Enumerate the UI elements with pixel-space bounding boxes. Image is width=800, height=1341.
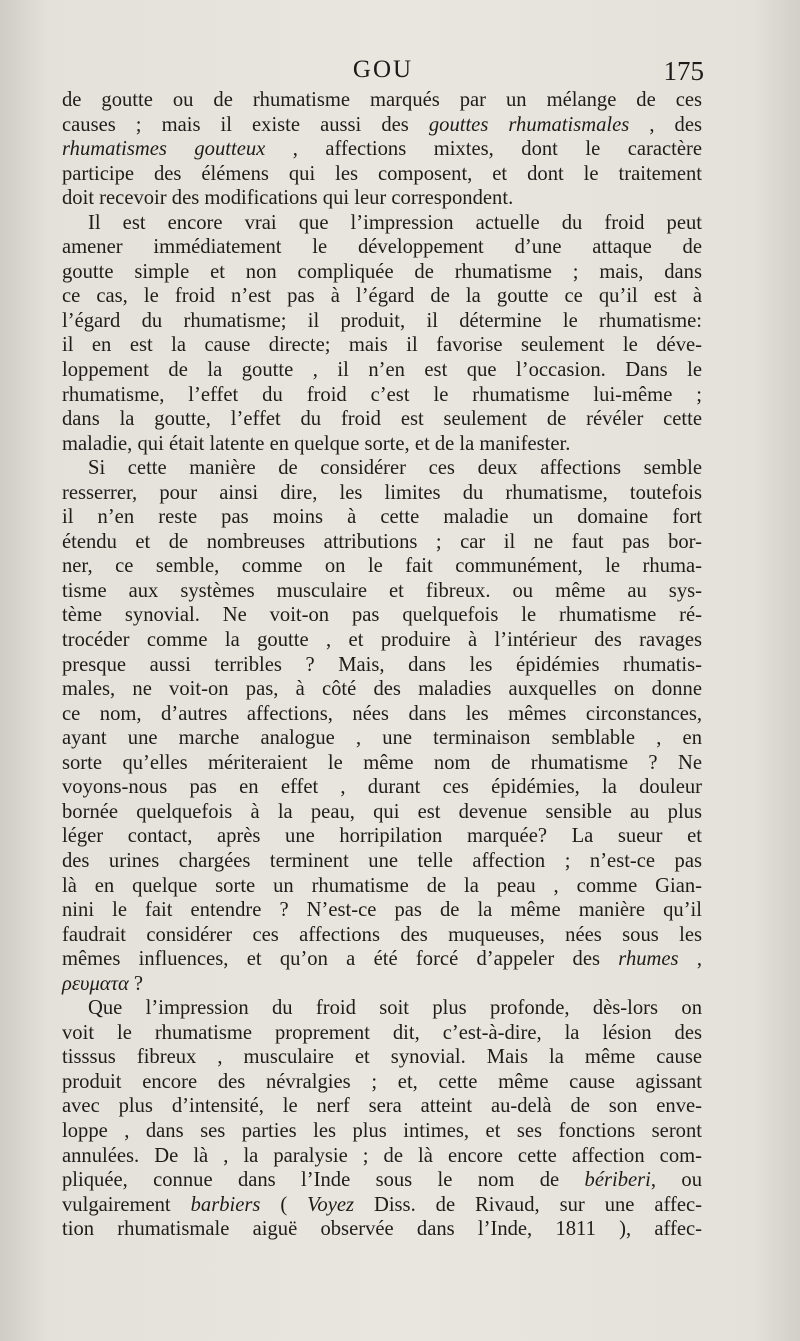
text-line bbox=[62, 554, 702, 579]
text-line bbox=[62, 309, 702, 334]
italic-term: gouttes rhumatismales bbox=[428, 113, 630, 136]
text-line bbox=[62, 137, 702, 162]
text-line bbox=[62, 284, 702, 309]
text-line bbox=[62, 1070, 702, 1095]
line-text: faudrait considérer ces affections des muqueuses, nées sous les bbox=[62, 923, 702, 946]
line-text: causes ; mais il existe aussi des bbox=[62, 113, 429, 136]
line-text: tème synovial. Ne voit-on pas quelquefois le rhumatisme ré- bbox=[62, 604, 702, 627]
text-line bbox=[62, 481, 702, 506]
text-line bbox=[62, 407, 702, 432]
text-line bbox=[62, 432, 702, 457]
line-text: loppe , dans ses parties les plus intimes, et ses fonctions seront bbox=[62, 1119, 702, 1142]
text-line bbox=[62, 260, 702, 285]
line-text: Si cette manière de considérer ces deux affections semble bbox=[88, 457, 702, 480]
text-line bbox=[62, 677, 702, 702]
line-text: tion rhumatismale aiguë observée dans l’Inde, 1811 ), affec- bbox=[62, 1218, 702, 1241]
line-text: il n’en reste pas moins à cette maladie un domaine fort bbox=[62, 506, 702, 529]
line-text: tisme aux systèmes musculaire et fibreux. ou même au sys- bbox=[62, 579, 702, 602]
line-text: pliquée, connue dans l’Inde sous le nom de bbox=[62, 1169, 585, 1192]
line-text: là en quelque sorte un rhumatisme de la peau , comme Gian- bbox=[62, 874, 702, 897]
italic-term: ρευματα bbox=[62, 972, 129, 995]
text-line bbox=[62, 333, 702, 358]
line-text: , affections mixtes, dont le caractère bbox=[265, 138, 703, 161]
body-text bbox=[62, 88, 702, 1242]
text-line bbox=[62, 947, 702, 972]
line-text: il en est la cause directe; mais il favorise seulement le déve- bbox=[62, 334, 702, 357]
line-text: ? bbox=[128, 972, 144, 995]
text-line bbox=[62, 530, 702, 555]
text-line bbox=[62, 653, 702, 678]
line-text: étendu et de nombreuses attributions ; car il ne faut pas bor- bbox=[62, 530, 702, 553]
line-text: males, ne voit-on pas, à côté des maladies auxquelles on donne bbox=[62, 678, 702, 701]
text-line bbox=[62, 88, 702, 113]
line-text: ce nom, d’autres affections, nées dans les mêmes circonstances, bbox=[62, 702, 702, 725]
line-text: , bbox=[678, 948, 703, 971]
line-text: bornée quelquefois à la peau, qui est devenue sensible au plus bbox=[62, 800, 702, 823]
text-line bbox=[62, 800, 702, 825]
line-text: , des bbox=[629, 113, 702, 136]
line-text: ayant une marche analogue , une terminaison semblable , en bbox=[62, 727, 702, 750]
line-text: trocéder comme la goutte , et produire à l’intérieur des ravages bbox=[62, 629, 702, 652]
text-line bbox=[62, 358, 702, 383]
line-text: des urines chargées terminent une telle affection ; n’est-ce pas bbox=[62, 849, 702, 872]
line-text: annulées. De là , la paralysie ; de là encore cette affection com- bbox=[62, 1144, 702, 1167]
line-text: Que l’impression du froid soit plus profonde, dès-lors on bbox=[88, 997, 702, 1020]
text-line bbox=[62, 383, 702, 408]
line-text: voyons-nous pas en effet , durant ces épidémies, la douleur bbox=[62, 776, 702, 799]
line-text: ner, ce semble, comme on le fait communément, le rhuma- bbox=[62, 555, 702, 578]
line-text: nini le fait entendre ? N’est-ce pas de la même manière qu’il bbox=[62, 899, 702, 922]
page-header bbox=[62, 56, 704, 90]
italic-term: Voyez bbox=[307, 1193, 355, 1216]
text-line bbox=[62, 1193, 702, 1218]
text-line bbox=[62, 186, 702, 211]
line-text: sorte qu’elles mériteraient le même nom de rhumatisme ? Ne bbox=[62, 751, 702, 774]
line-text: Il est encore vrai que l’impression actuelle du froid peut bbox=[88, 211, 702, 234]
text-line bbox=[62, 579, 702, 604]
line-text: avec plus d’intensité, le nerf sera atteint au-delà de son enve- bbox=[62, 1095, 702, 1118]
text-line bbox=[62, 874, 702, 899]
italic-term: rhumatismes goutteux bbox=[62, 138, 266, 161]
line-text: ( bbox=[260, 1193, 308, 1216]
line-text: goutte simple et non compliquée de rhumatisme ; mais, dans bbox=[62, 260, 702, 283]
line-text: l’égard du rhumatisme; il produit, il détermine le rhumatisme: bbox=[62, 309, 702, 332]
line-text: de goutte ou de rhumatisme marqués par un mélange de ces bbox=[62, 89, 702, 111]
text-line bbox=[62, 456, 702, 481]
line-text: participe des élémens qui les composent, et dont le traitement bbox=[62, 162, 702, 185]
text-line bbox=[62, 898, 702, 923]
text-line bbox=[62, 775, 702, 800]
line-text: mêmes influences, et qu’on a été forcé d’appeler des bbox=[62, 948, 619, 971]
line-text: maladie, qui était latente en quelque sorte, et de la manifester. bbox=[62, 432, 571, 455]
text-line bbox=[62, 1168, 702, 1193]
line-text: voit le rhumatisme proprement dit, c’est-à-dire, la lésion des bbox=[62, 1021, 702, 1044]
line-text: presque aussi terribles ? Mais, dans les épidémies rhumatis- bbox=[62, 653, 702, 676]
text-line bbox=[62, 113, 702, 138]
italic-term: rhumes bbox=[618, 948, 679, 971]
line-text: doit recevoir des modifications qui leur correspondent. bbox=[62, 187, 514, 210]
text-line bbox=[62, 211, 702, 236]
line-text: léger contact, après une horripilation marquée? La sueur et bbox=[62, 825, 702, 848]
text-line bbox=[62, 1144, 702, 1169]
text-line bbox=[62, 235, 702, 260]
text-line bbox=[62, 603, 702, 628]
line-text: dans la goutte, l’effet du froid est seulement de révéler cette bbox=[62, 408, 702, 431]
text-line bbox=[62, 923, 702, 948]
line-text: resserrer, pour ainsi dire, les limites du rhumatisme, toutefois bbox=[62, 481, 702, 504]
text-line bbox=[62, 751, 702, 776]
text-line bbox=[62, 824, 702, 849]
text-line bbox=[62, 726, 702, 751]
text-line bbox=[62, 702, 702, 727]
line-text: tisssus fibreux , musculaire et synovial. Mais la même cause bbox=[62, 1046, 702, 1069]
text-line bbox=[62, 1094, 702, 1119]
italic-term: bériberi bbox=[584, 1169, 651, 1192]
text-line bbox=[62, 849, 702, 874]
page-number: 175 bbox=[663, 56, 704, 86]
text-line bbox=[62, 628, 702, 653]
line-text: loppement de la goutte , il n’en est que l’occasion. Dans le bbox=[62, 359, 702, 382]
running-title: GOU bbox=[352, 56, 414, 83]
text-line bbox=[62, 1021, 702, 1046]
line-text: , ou bbox=[650, 1169, 703, 1192]
line-text: rhumatisme, l’effet du froid c’est le rhumatisme lui-même ; bbox=[62, 383, 702, 406]
text-line bbox=[62, 972, 702, 997]
line-text: vulgairement bbox=[62, 1193, 191, 1216]
line-text: produit encore des névralgies ; et, cette même cause agissant bbox=[62, 1070, 702, 1093]
text-line bbox=[62, 1119, 702, 1144]
italic-term: barbiers bbox=[190, 1193, 261, 1216]
line-text: ce cas, le froid n’est pas à l’égard de la goutte ce qu’il est à bbox=[62, 285, 702, 308]
text-line bbox=[62, 996, 702, 1021]
text-line bbox=[62, 162, 702, 187]
text-line bbox=[62, 1217, 702, 1242]
line-text: Diss. de Rivaud, sur une affec- bbox=[354, 1193, 702, 1216]
text-line bbox=[62, 1045, 702, 1070]
text-line bbox=[62, 505, 702, 530]
line-text: amener immédiatement le développement d’une attaque de bbox=[62, 236, 702, 259]
